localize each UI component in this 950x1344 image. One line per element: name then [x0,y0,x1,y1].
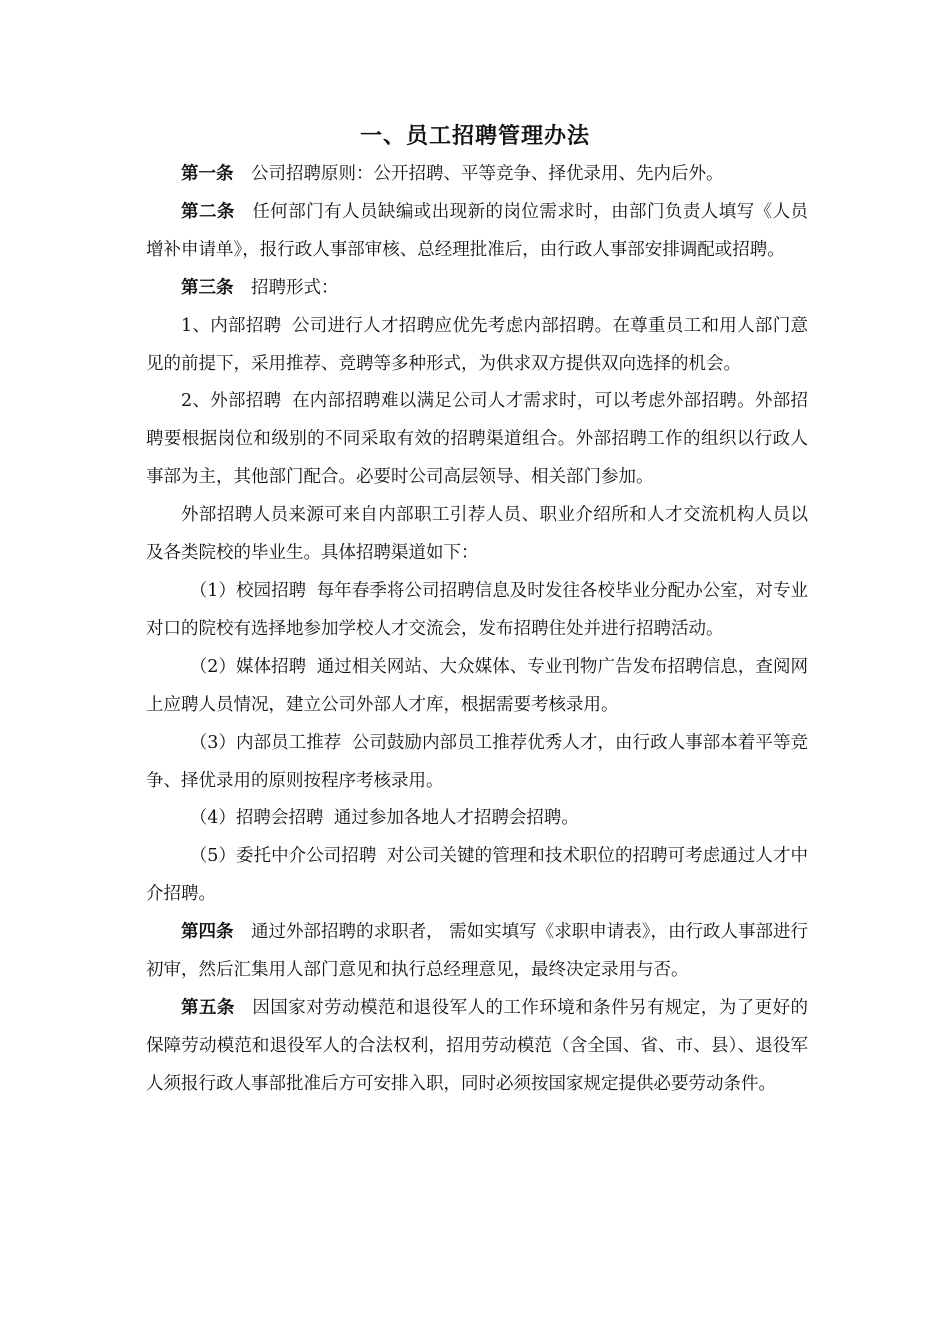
channel-label: （4）招聘会招聘 [189,808,324,829]
channel-text: 每年春季将公司招聘信息及时发往各校毕业分配办公室，对专业对口的院校有选择地参加学校人才交流会，发布招聘住处并进行招聘活动。 [146,580,808,639]
item-label: 2、外部招聘 [181,391,282,412]
article-3 [146,270,808,308]
paragraph-text: 外部招聘人员来源可来自内部职工引荐人员、职业介绍所和人才交流机构人员以及各类院校的毕业生。具体招聘渠道如下： [146,505,808,564]
article-1 [146,156,808,194]
article-label: 第四条 [181,922,234,943]
article-text: 任何部门有人员缺编或出现新的岗位需求时，由部门负责人填写《人员增补申请单》，报行政人事部审核、总经理批准后，由行政人事部安排调配或招聘。 [146,201,809,260]
channel-label: （5）委托中介公司招聘 [189,846,377,867]
item-external-recruitment [146,383,808,497]
channel-text: 对公司关键的管理和技术职位的招聘可考虑通过人才中介招聘。 [146,846,808,905]
channel-label: （3）内部员工推荐 [189,732,342,753]
article-label: 第二条 [181,201,235,222]
article-text: 公司招聘原则：公开招聘、平等竞争、择优录用、先内后外。 [251,164,724,184]
article-label: 第三条 [181,277,234,298]
channel-media [146,649,808,725]
document-title: 一、员工招聘管理办法 [359,123,590,149]
document-body [146,156,808,1104]
channel-employee-referral [146,725,808,801]
article-text: 通过外部招聘的求职者， 需如实填写《求职申请表》，由行政人事部进行初审，然后汇集用人部门意见和执行总经理意见，最终决定录用与否。 [146,922,809,981]
channel-text: 公司鼓励内部员工推荐优秀人才，由行政人事部本着平等竞争、择优录用的原则按程序考核录用。 [146,732,808,791]
article-text: 招聘形式： [251,277,339,298]
article-label: 第五条 [181,997,235,1018]
article-4 [146,914,808,990]
channel-text: 通过相关网站、大众媒体、专业刊物广告发布招聘信息，查阅网上应聘人员情况，建立公司外部人才库，根据需要考核录用。 [146,656,808,715]
external-sources-paragraph [146,497,808,573]
item-text: 在内部招聘难以满足公司人才需求时，可以考虑外部招聘。外部招聘要根据岗位和级别的不同采取有效的招聘渠道组合。外部招聘工作的组织以行政人事部为主，其他部门配合。必要时公司高层领导、相关部门参加。 [146,391,808,488]
channel-campus [146,573,808,649]
article-5 [146,990,808,1104]
item-text: 公司进行人才招聘应优先考虑内部招聘。在尊重员工和用人部门意见的前提下，采用推荐、竞聘等多种形式，为供求双方提供双向选择的机会。 [146,315,808,374]
article-label: 第一条 [181,164,234,184]
item-label: 1、内部招聘 [181,315,282,336]
item-internal-recruitment [146,308,808,384]
channel-text: 通过参加各地人才招聘会招聘。 [333,808,579,829]
channel-label: （2）媒体招聘 [189,656,307,677]
channel-agency [146,838,808,914]
channel-job-fair [146,800,808,838]
article-2 [146,194,808,270]
channel-label: （1）校园招聘 [189,580,307,601]
article-text: 因国家对劳动模范和退役军人的工作环境和条件另有规定，为了更好的保障劳动模范和退役军人的合法权利，招用劳动模范（含全国、省、市、县）、退役军人须报行政人事部批准后方可安排入职，同时必须按国家规定提供必要劳动条件。 [146,997,809,1094]
